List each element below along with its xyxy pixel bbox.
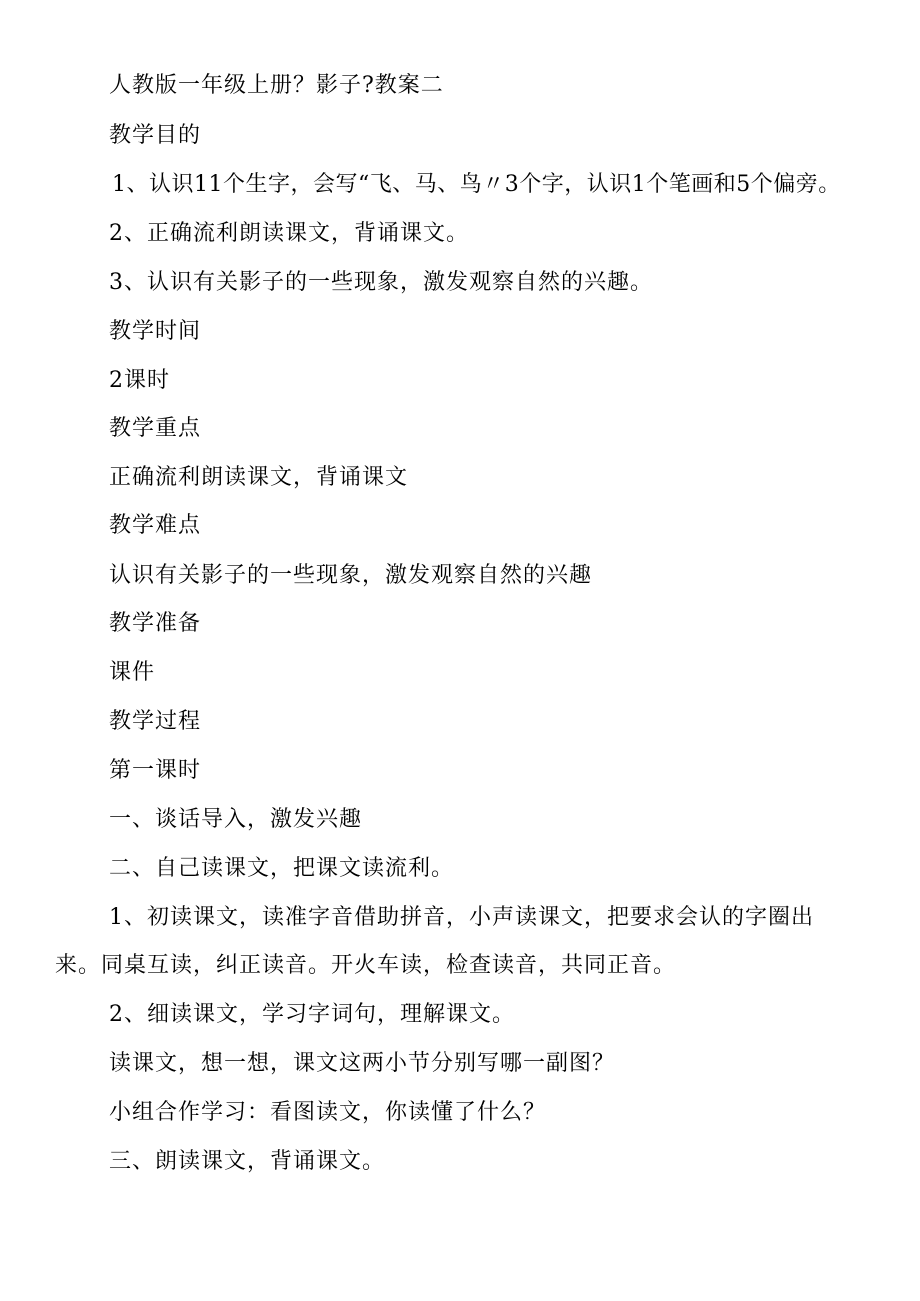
question-2: 小组合作学习：看图读文，你读懂了什么？ — [109, 1100, 547, 1125]
key-points-value: 正确流利朗读课文，背诵课文 — [109, 465, 409, 490]
step-2: 二、自己读课文，把课文读流利。 — [109, 856, 455, 881]
section-heading-objectives: 教学目的 — [109, 123, 202, 148]
lesson-1-heading: 第一课时 — [109, 758, 202, 783]
preparation-value: 课件 — [109, 660, 156, 685]
step-3: 三、朗读课文，背诵课文。 — [109, 1149, 386, 1174]
document-title: 人教版一年级上册？影子?教案二 — [109, 73, 444, 98]
section-heading-key-points: 教学重点 — [109, 416, 202, 441]
time-value: 2课时 — [109, 368, 170, 393]
step-1: 一、谈话导入，激发兴趣 — [109, 807, 363, 832]
section-heading-time: 教学时间 — [109, 319, 202, 344]
section-heading-process: 教学过程 — [109, 709, 202, 734]
question-1: 读课文，想一想，课文这两小节分别写哪一副图？ — [109, 1051, 616, 1076]
step-2-item-2: 2、细读课文，学习字词句，理解课文。 — [109, 1002, 515, 1027]
section-heading-difficulties: 教学难点 — [109, 513, 202, 538]
objective-1: 1、认识11个生字，会写“飞、马、鸟〃3个字，认识1个笔画和5个偏旁。 — [112, 172, 841, 197]
objective-2: 2、正确流利朗读课文，背诵课文。 — [109, 221, 469, 246]
step-2-item-1-line-2: 来。同桌互读，纠正读音。开火车读，检查读音，共同正音。 — [55, 953, 677, 978]
step-2-item-1-line-1: 1、初读课文，读准字音借助拼音，小声读课文，把要求会认的字圈出 — [109, 905, 814, 930]
difficulties-value: 认识有关影子的一些现象，激发观察自然的兴趣 — [109, 563, 593, 588]
objective-3: 3、认识有关影子的一些现象，激发观察自然的兴趣。 — [109, 270, 653, 295]
section-heading-preparation: 教学准备 — [109, 611, 202, 636]
